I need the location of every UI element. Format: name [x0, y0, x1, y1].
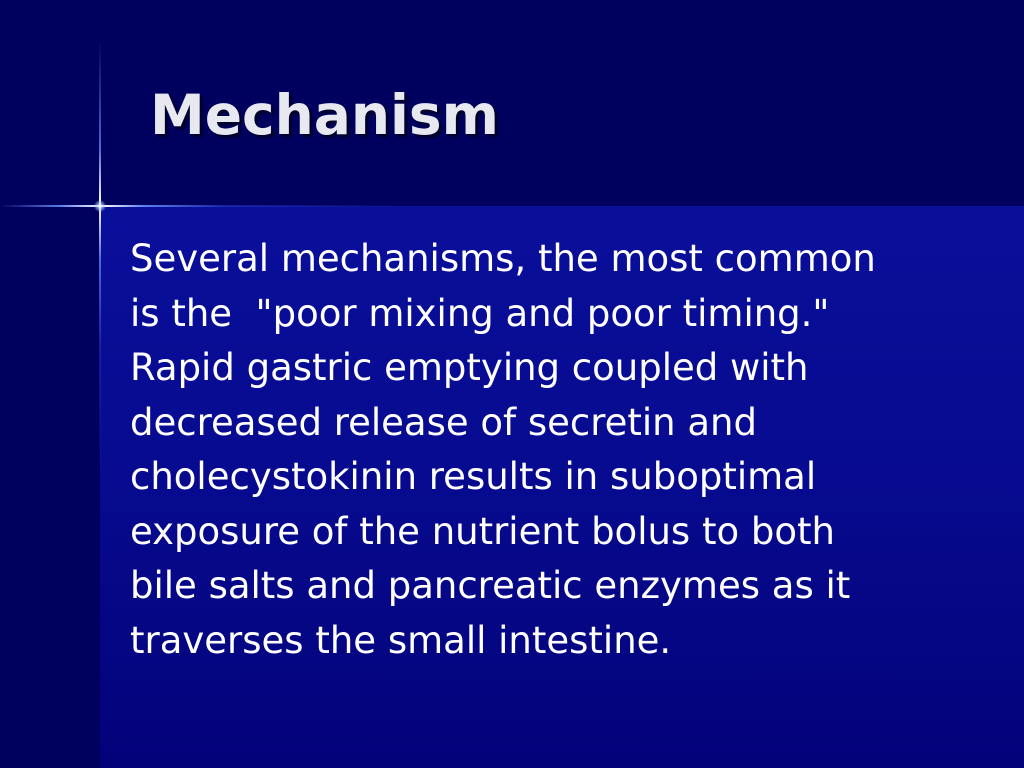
slide-body: [130, 232, 980, 668]
body-line: decreased release of secretin and: [130, 400, 757, 444]
horizontal-accent-line: [0, 205, 1024, 207]
body-line: Several mechanisms, the most common: [130, 237, 876, 280]
body-line: is the "poor mixing and poor timing.": [130, 291, 830, 335]
body-line: bile salts and pancreatic enzymes as it: [130, 564, 851, 607]
sparkle-icon: [94, 200, 106, 212]
body-line: Rapid gastric emptying coupled with: [130, 346, 809, 389]
body-line: exposure of the nutrient bolus to both: [130, 509, 835, 553]
slide-title: Mechanism: [150, 83, 499, 147]
left-band: [0, 206, 100, 768]
vertical-accent-line: [99, 40, 101, 768]
body-line: cholecystokinin results in suboptimal: [130, 455, 817, 498]
body-line: traverses the small intestine.: [130, 618, 672, 662]
